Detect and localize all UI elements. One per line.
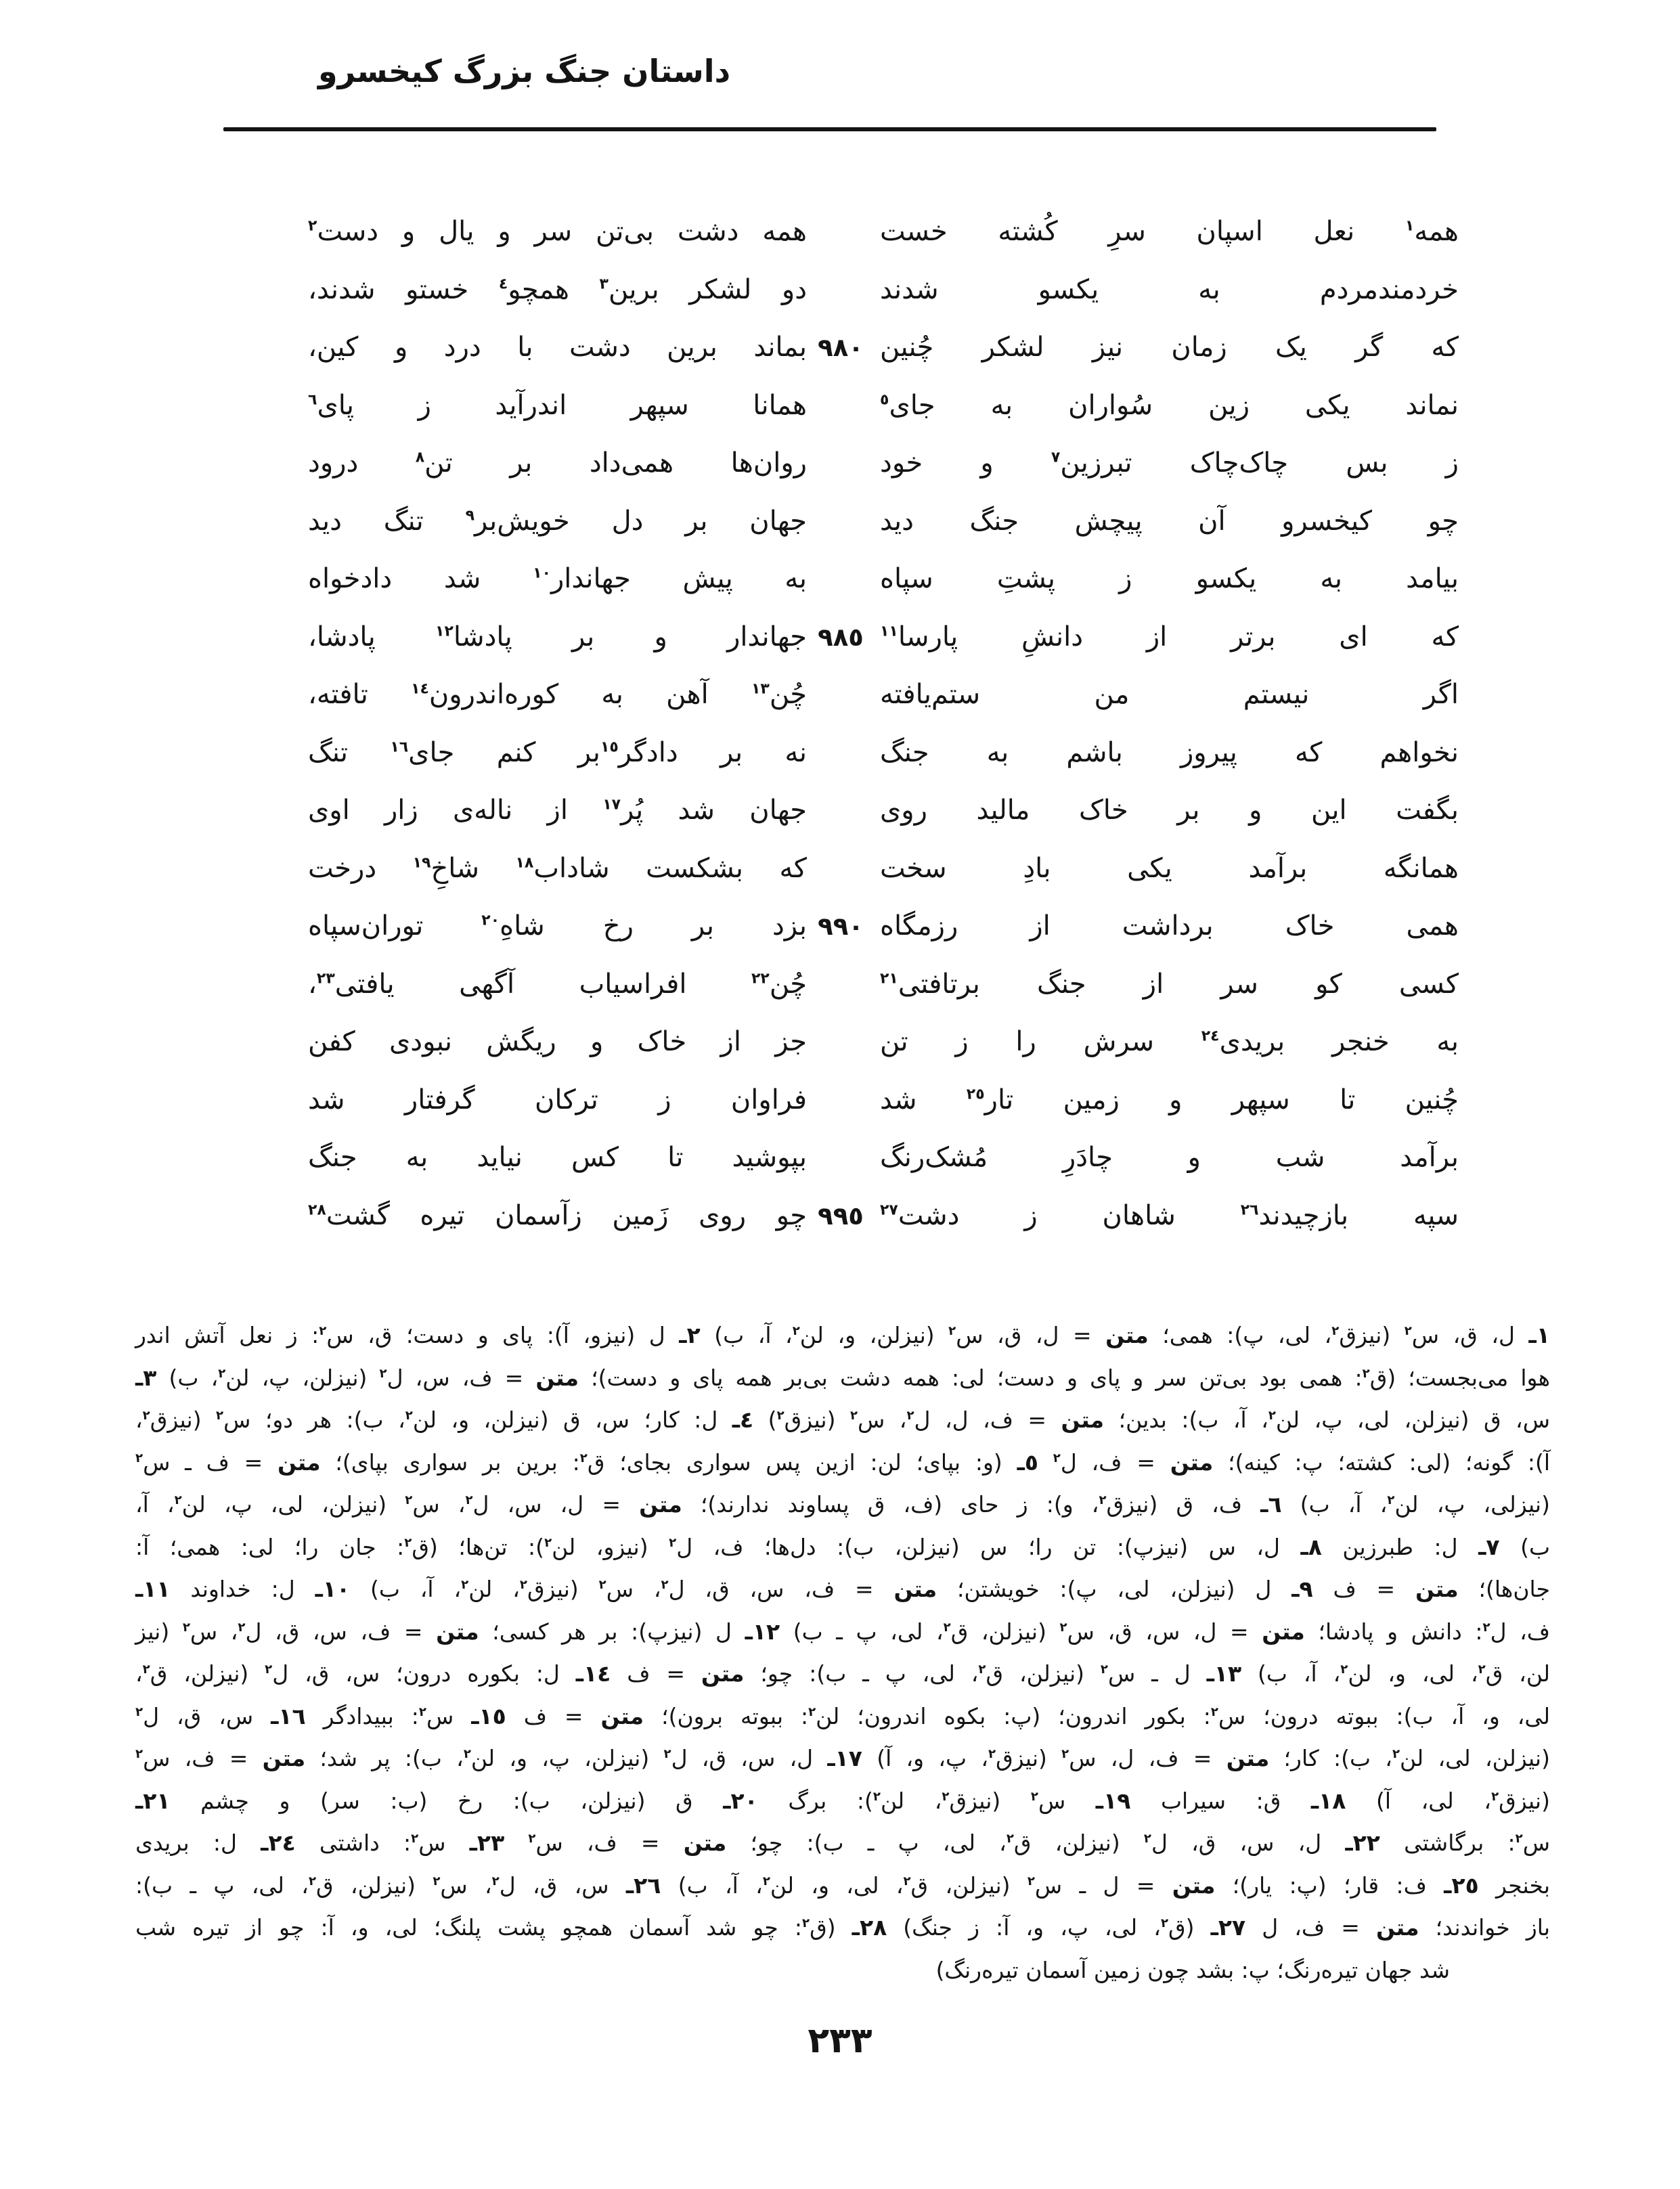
hemistich-second: نه بر دادگر$^{١٥}$بر کنم جای$^{١٦}$ تنگ	[308, 736, 808, 768]
hemistich-second: چُن$^{٢٢}$ افراسیاب آگهی یافتی$^{٢٣}$،	[308, 968, 807, 1000]
running-head-title: داستان جنگ بزرگ کیخسرو	[318, 53, 731, 89]
footnote-ref: ٢	[802, 1916, 810, 1930]
footnote-ref: ٢	[1387, 1493, 1395, 1507]
hemistich-second: جهان شد پُر$^{١٧}$ از ناله‌ی زار اوی	[308, 795, 807, 826]
footnote-ref: ٢	[135, 1704, 143, 1719]
footnote-ref: ٢	[216, 1409, 224, 1423]
footnote-ref: ٢	[319, 1324, 327, 1338]
footnote-ref: ٦	[308, 391, 317, 409]
footnote-number: ٣ـ	[135, 1364, 157, 1391]
hemistich-second: فراوان ز ترکان گرفتار شد	[308, 1084, 807, 1115]
hemistich-second: به پیش جهاندار$^{١٠}$ شد دادخواه	[308, 563, 807, 594]
footnote-number: ٢٨ـ	[852, 1914, 887, 1941]
footnote-ref: ٢	[308, 217, 317, 235]
footnote-ref: ٢	[379, 1366, 387, 1381]
footnote-ref: ٢	[776, 1409, 784, 1423]
footnote-number: ١٤ـ	[575, 1660, 611, 1687]
hemistich-first: سپه بازچیدند$^{٢٦}$ شاهان ز دشت$^{٢٧}$ ٩٩٥	[880, 1187, 1459, 1245]
hemistich-first: همانگه برآمد یکی بادِ سخت	[880, 852, 1459, 884]
footnote-ref: ٢	[1210, 1704, 1218, 1719]
footnote-number: ٤ـ	[732, 1407, 754, 1433]
footnote-ref: ٢	[1100, 1662, 1108, 1677]
verse-column-first	[818, 203, 1459, 1245]
footnote-ref: ٢	[906, 1409, 914, 1423]
hemistich-second: بپوشید تا کس نیاید به جنگ	[308, 1142, 807, 1173]
footnote-number: ١ـ	[1528, 1322, 1550, 1348]
footnote-ref: ١٠	[533, 565, 551, 582]
footnote-ref: ٢	[669, 1535, 677, 1550]
footnote-number: ٢١ـ	[135, 1787, 171, 1814]
hemistich-first: خردمندمردم به یکسو شدند	[880, 273, 1459, 305]
hemistich-second: جهاندار و بر پادشا$^{١٢}$ پادشا،	[308, 621, 807, 653]
footnote-number: ١٥ـ	[471, 1702, 506, 1729]
footnote-ref: ٢	[544, 1535, 552, 1550]
footnote-ref: ١٥	[600, 738, 619, 756]
header-rule	[223, 127, 1436, 131]
footnote-line: جان‌ها)؛ متن = ف ٩ـ ل (نیزلن، لی، پ): خویشتن؛ متن = ف، س، ق، ل$^٢$، س$^٢$ (نیزق$^٢$، لن$^٢$، آ، ب) ١٠ـ ل: خداوند ١١ـ	[135, 1576, 1551, 1602]
hemistich-first: که ای برتر از دانشِ پارسا$^{١١}$ ٩٨٥	[880, 609, 1459, 667]
footnote-ref: ٢	[1491, 1789, 1499, 1804]
hemistich-second: بماند برین دشت با درد و کین،	[308, 332, 807, 363]
footnote-ref: ٢	[265, 1662, 273, 1677]
footnote-ref: ٢	[461, 1578, 469, 1592]
footnote-ref: ٢	[762, 1874, 770, 1888]
footnote-ref: ٢	[404, 1535, 412, 1550]
footnote-ref: ٢	[598, 1578, 606, 1592]
footnote-number: ٥ـ	[1017, 1449, 1039, 1476]
footnote-line: لی، و، آ، ب): ببوته درون؛ س$^٢$: بکور اندرون؛ (پ: بکوه اندرون؛ لن$^٢$: ببوته برون)؛ متن = ف ١٥ـ س$^٢$: ببیدادگر ١٦ـ س، ق، ل$^٢$	[135, 1702, 1550, 1729]
footnote-ref: ٢	[308, 1874, 317, 1888]
footnote-ref: ١٤	[411, 680, 429, 698]
footnote-ref: ٢	[903, 1874, 911, 1888]
footnote-ref: ٢	[1030, 1789, 1038, 1804]
hemistich-first: همی خاک برداشت از رزمگاه ٩٩٠	[880, 898, 1459, 956]
verse-number: ٩٨٠	[818, 333, 864, 362]
footnote-ref: ٢	[174, 1493, 182, 1507]
footnote-ref: ٢	[988, 1747, 996, 1761]
hemistich-second: روان‌ها همی‌داد بر تن$^٨$ درود	[308, 447, 807, 479]
footnote-line: ١ـ ل، ق، س$^٢$ (نیزق$^٢$، لی، پ): همی؛ متن = ل، ق، س$^٢$ (نیزلن، و، لن$^٢$، آ، ب) ٢ـ ل (نیزو، آ): پای و دست؛ ق، س$^٢$: ز نعل آتش اندر	[135, 1322, 1550, 1348]
footnote-ref: ٢	[1268, 1409, 1276, 1423]
footnote-number: ٢ـ	[679, 1322, 701, 1348]
footnote-ref: ١	[1405, 217, 1415, 235]
footnote-line: (نیزلی، پ، لن$^٢$، آ، ب) ٦ـ ف، ق (نیزق$^٢$، و): ز حای (ف، ق پساوند ندارند)؛ متن = ل، س، ل$^٢$، س$^٢$ (نیزلن، لی، پ، لن$^٢$، آ،	[135, 1491, 1550, 1518]
footnote-ref: ٢	[1392, 1747, 1400, 1761]
footnote-ref: ٢	[1340, 1662, 1348, 1677]
footnote-ref: ٢٤	[1201, 1027, 1220, 1045]
footnote-ref: ١٢	[435, 623, 454, 640]
hemistich-second: جهان بر دل خویش‌بر$^٩$ تنگ دید	[308, 505, 808, 537]
verse-number: ٩٩٠	[818, 912, 864, 941]
footnote-ref: ٢	[1478, 1662, 1486, 1677]
footnote-ref: ٢	[1515, 1832, 1523, 1846]
hemistich-second: چُن$^{١٣}$ آهن به کوره‌اندرون$^{١٤}$ تافته،	[308, 679, 807, 710]
footnote-number: ١٧ـ	[827, 1745, 862, 1771]
hemistich-first: اگر نیستم من ستم‌یافته	[880, 679, 1459, 710]
footnote-ref: ٧	[1051, 449, 1061, 466]
footnote-ref: ٢	[519, 1578, 527, 1592]
hemistich-second: چو روی زَمین زآسمان تیره گشت$^{٢٨}$	[308, 1199, 807, 1231]
footnote-ref: ٢٠	[481, 912, 500, 929]
footnote-line: ب) ٧ـ ل: طبرزین ٨ـ ل، س (نیزپ): تن را؛ س (نیزلن، ب): دل‌ها؛ ف، ل$^٢$ (نیزو، لن$^٢$): تن‌ها؛ (ق$^٢$: جان را؛ لی: همی؛ آ:	[135, 1533, 1551, 1560]
footnote-ref: ١٣	[751, 680, 770, 698]
footnote-number: ١٦ـ	[271, 1702, 306, 1729]
footnote-ref: ٢٣	[316, 970, 335, 988]
footnote-ref: ٣	[599, 275, 609, 293]
footnote-line: شد جهان تیره‌رنگ؛ پ: بشد چون زمین آسمان تیره‌رنگ)	[935, 1956, 1450, 1983]
footnote-ref: ١١	[880, 623, 898, 640]
footnote-ref: ٢	[1404, 1324, 1412, 1338]
footnote-ref: ٢	[948, 1324, 956, 1338]
footnote-ref: ٢	[405, 1493, 413, 1507]
footnote-ref: ٢	[978, 1662, 986, 1677]
hemistich-first: نماند یکی زین سُواران به جای$^٥$	[880, 389, 1459, 421]
hemistich-second: بزد بر رخ شاهِ$^{٢٠}$ توران‌سپاه	[308, 910, 807, 942]
footnote-ref: ٢	[663, 1747, 671, 1761]
footnote-ref: ٢	[1482, 1620, 1490, 1635]
footnote-line: هوا می‌بجست؛ (ق$^٢$: همی بود بی‌تن سر و پای و دست؛ لی: همه دشت بی‌بر همه پای و دست)؛ متن = ف، س، ل$^٢$ (نیزلن، پ، لن$^٢$، ب) ٣ـ	[135, 1364, 1551, 1391]
footnote-ref: ٢	[872, 1789, 881, 1804]
footnote-number: ٦ـ	[1260, 1491, 1282, 1518]
hemistich-first: چُنین تا سپهر و زمین تار$^{٢٥}$ شد	[880, 1084, 1459, 1115]
hemistich-second: همه دشت بی‌تن سر و یال و دست$^٢$	[308, 216, 807, 247]
footnote-line: (نیزلن، لی، لن$^٢$، ب): کار؛ متن = ف، ل، س$^٢$ (نیزق$^٢$، پ، و، آ) ١٧ـ ل، س، ق، ل$^٢$ (نیزلن، پ، و، لن$^٢$، ب): پر شد؛ متن = ف، س$^٢$	[135, 1745, 1550, 1771]
footnote-ref: ٢	[661, 1578, 669, 1592]
footnote-number: ١٨ـ	[1310, 1787, 1346, 1814]
footnote-ref: ١٧	[602, 796, 621, 814]
footnote-ref: ٢٧	[880, 1201, 898, 1219]
footnote-ref: ٢	[1331, 1324, 1340, 1338]
footnote-ref: ٢	[792, 1324, 800, 1338]
page-number: ٢٣٣	[808, 2020, 872, 2061]
footnote-line: آ): گونه؛ (لی: کشته؛ پ: کینه)؛ متن = ف، ل$^٢$ ٥ـ (و: بپای؛ لن: ازین پس سواری بجای؛ ق$^٢$: برین بر سواری بپای)؛ متن = ف ـ س$^٢$	[135, 1449, 1550, 1476]
footnote-number: ١٩ـ	[1095, 1787, 1131, 1814]
footnote-ref: ٢	[579, 1451, 588, 1465]
footnote-ref: ٢	[433, 1874, 441, 1888]
footnote-ref: ٢	[1160, 1916, 1169, 1930]
footnote-ref: ٢	[418, 1704, 426, 1719]
hemistich-first: به خنجر بریدی$^{٢٤}$ سرش را ز تن	[880, 1026, 1459, 1057]
footnote-ref: ٢	[182, 1620, 190, 1635]
footnote-ref: ٢	[943, 1620, 951, 1635]
hemistich-first: نخواهم که پیروز باشم به جنگ	[880, 736, 1459, 768]
footnote-ref: ٢	[1362, 1366, 1370, 1381]
footnote-ref: ٢	[1027, 1874, 1035, 1888]
footnote-number: ١٠ـ	[315, 1576, 351, 1602]
footnote-number: ٢٦ـ	[625, 1872, 661, 1899]
footnote-line: بخنجر ٢٥ـ ف: قار؛ (پ: یار)؛ متن = ل ـ س$^٢$ (نیزلن، ق$^٢$، لی، و، لن$^٢$، آ، ب) ٢٦ـ س، ق، ل$^٢$، س$^٢$ (نیزلن، ق$^٢$، لی، پ ـ ب):	[135, 1872, 1551, 1899]
footnote-ref: ٢	[1059, 1620, 1067, 1635]
footnote-ref: ٢	[1143, 1832, 1151, 1846]
footnote-ref: ٢	[849, 1409, 858, 1423]
footnote-number: ٢٧ـ	[1210, 1914, 1246, 1941]
footnote-ref: ٥	[880, 391, 889, 409]
footnote-number: ٢٥ـ	[1444, 1872, 1479, 1899]
hemistich-first: چو کیخسرو آن پیچش جنگ دید	[880, 505, 1459, 537]
footnote-line: س$^٢$: برگاشتی ٢٢ـ ل، س، ق، ل$^٢$ (نیزلن، ق$^٢$، لی، پ ـ ب): چو؛ متن = ف، س$^٢$ ٢٣ـ س$^٢$: داشتی ٢٤ـ ل: بریدی	[135, 1830, 1551, 1856]
footnote-ref: ١٦	[390, 738, 409, 756]
hemistich-second: همانا سپهر اندرآید ز پای$^٦$	[308, 389, 807, 421]
footnote-ref: ٨	[415, 449, 425, 466]
footnotes-section	[135, 1314, 1550, 1991]
footnote-ref: ٢	[491, 1874, 500, 1888]
hemistich-first: ز بس چاک‌چاک تبرزین$^٧$ و خود	[880, 447, 1459, 479]
footnote-ref: ٢	[942, 1789, 950, 1804]
footnote-ref: ٢١	[880, 970, 898, 988]
footnote-ref: ٢	[463, 1747, 471, 1761]
hemistich-second: که بشکست شاداب$^{١٨}$ شاخِ$^{١٩}$ درخت	[308, 852, 807, 884]
footnote-number: ٢٤ـ	[261, 1830, 296, 1856]
footnote-ref: ٢	[405, 1409, 413, 1423]
footnote-number: ١٣ـ	[1206, 1660, 1242, 1687]
footnote-number: ٧ـ	[1478, 1533, 1500, 1560]
footnote-line: س، ق (نیزلن، لی، پ، لن$^٢$، آ، ب): بدین؛ متن = ف، ل، ل$^٢$، س$^٢$ (نیزق$^٢$) ٤ـ ل: کار؛ س، ق (نیزلن، و، لن$^٢$، ب): هر دو؛ س$^٢$ (نیزق$^٢$،	[135, 1407, 1550, 1433]
footnote-ref: ٢	[808, 1704, 816, 1719]
footnote-ref: ٢	[1053, 1451, 1061, 1465]
hemistich-first: کسی کو سر از جنگ برتافتی$^{٢١}$	[880, 968, 1459, 1000]
footnote-line: ف، ل$^٢$: دانش و پادشا؛ متن = ل، س، ق، س$^٢$ (نیزلن، ق$^٢$، لی، پ ـ ب) ١٢ـ ل (نیزپ): بر هر کسی؛ متن = ف، س، ق، ل$^٢$، س$^٢$ (نیز	[135, 1618, 1551, 1645]
footnote-ref: ٢	[528, 1832, 536, 1846]
footnote-ref: ٢٨	[308, 1201, 326, 1219]
footnote-ref: ٩	[465, 507, 475, 525]
footnote-ref: ٢٢	[751, 970, 770, 988]
verse-number: ٩٩٥	[818, 1201, 864, 1231]
footnote-line: لن، ق$^٢$، لی، و، لن$^٢$، آ، ب) ١٣ـ ل ـ س$^٢$ (نیزلن، ق$^٢$، لی، پ ـ ب): چو؛ متن = ف ١٤ـ ل: بکوره درون؛ س، ق، ل$^٢$ (نیزلن، ق$^٢$،	[135, 1660, 1551, 1687]
footnote-ref: ١٨	[515, 854, 534, 872]
footnote-ref: ٢	[142, 1409, 150, 1423]
footnote-ref: ٢٥	[966, 1086, 985, 1103]
footnote-number: ٢٣ـ	[469, 1830, 505, 1856]
footnote-ref: ٢	[465, 1493, 473, 1507]
verse-number: ٩٨٥	[818, 622, 864, 652]
footnote-ref: ٢	[1061, 1747, 1069, 1761]
footnote-ref: ٢	[135, 1747, 143, 1761]
footnote-number: ٩ـ	[1291, 1576, 1313, 1602]
footnote-ref: ٢	[238, 1620, 246, 1635]
hemistich-first: بگفت این و بر خاک مالید روی	[880, 795, 1459, 826]
footnote-number: ٨ـ	[1300, 1533, 1322, 1560]
footnote-ref: ٢٦	[1240, 1201, 1259, 1219]
hemistich-second: جز از خاک و ریگش نبودی کفن	[308, 1026, 807, 1057]
verse-column-second	[308, 203, 807, 1245]
footnote-ref: ٢	[218, 1366, 226, 1381]
footnote-ref: ٢	[411, 1832, 419, 1846]
footnote-ref: ٤	[498, 275, 508, 293]
footnote-number: ١٢ـ	[745, 1618, 780, 1645]
footnote-number: ١١ـ	[135, 1576, 171, 1602]
footnote-line: (نیزق$^٢$، لی، آ) ١٨ـ ق: سیراب ١٩ـ س$^٢$ (نیزق$^٢$، لن$^٢$): برگ ٢٠ـ ق (نیزلن، ب): رخ (ب: سر) و چشم ٢١ـ	[135, 1787, 1550, 1814]
footnote-ref: ٢	[135, 1451, 143, 1465]
hemistich-first: بیامد به یکسو ز پشتِ سپاه	[880, 563, 1459, 594]
hemistich-first: برآمد شب و چادَرِ مُشک‌رنگ	[880, 1142, 1459, 1173]
footnote-ref: ٢	[142, 1662, 150, 1677]
footnote-number: ٢٠ـ	[723, 1787, 758, 1814]
footnote-number: ٢٢ـ	[1345, 1830, 1380, 1856]
hemistich-second: دو لشکر برین$^٣$ همچو$^٤$ خستو شدند،	[308, 273, 808, 305]
hemistich-first: که گر یک زمان نیز لشکر چُنین ٩٨٠	[880, 319, 1459, 377]
footnote-line: باز خواندند؛ متن = ف، ل ٢٧ـ (ق$^٢$، لی، پ، و، آ: ز جنگ) ٢٨ـ (ق$^٢$: چو شد آسمان همچو پشت پلنگ؛ لی، و، آ: چو از تیره شب	[135, 1914, 1551, 1941]
footnote-ref: ١٩	[412, 854, 431, 872]
footnote-ref: ٢	[1099, 1493, 1107, 1507]
hemistich-first: همه$^١$ نعل اسپان سرِ کُشته خست	[880, 216, 1459, 247]
footnote-ref: ٢	[1006, 1832, 1014, 1846]
